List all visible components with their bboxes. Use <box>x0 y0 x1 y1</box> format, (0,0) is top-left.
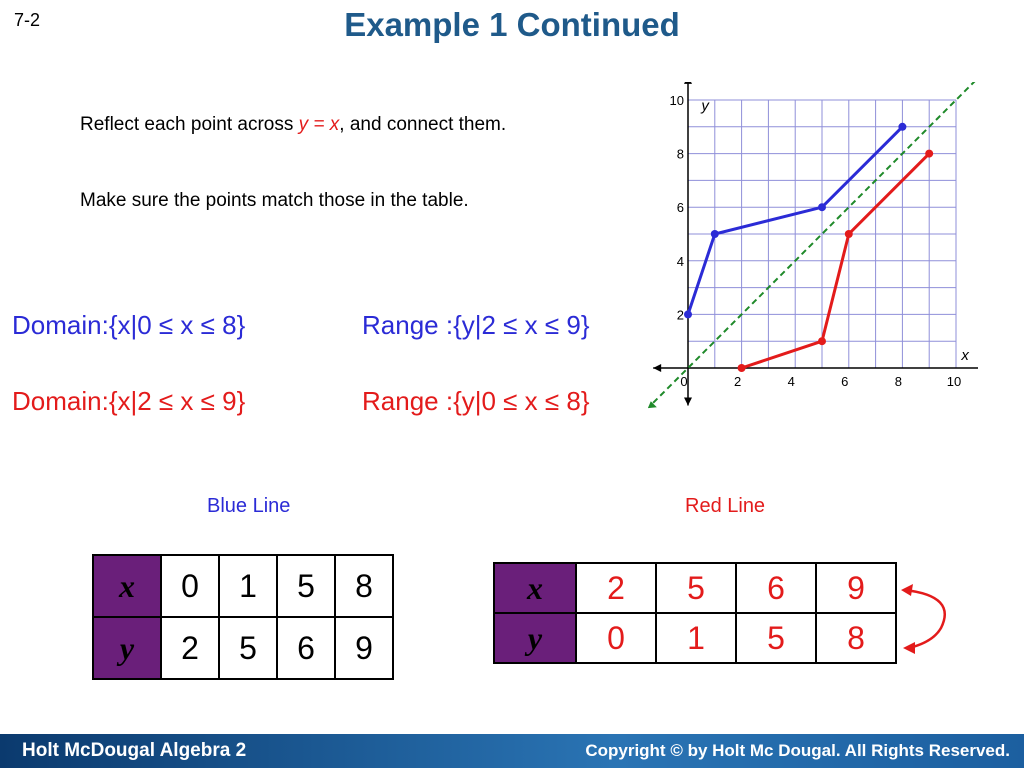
table-cell: 1 <box>656 613 736 663</box>
x-tick-label: 10 <box>946 374 962 389</box>
y-axis-arrow-icon <box>684 82 692 84</box>
lesson-number: 7-2 <box>14 10 41 30</box>
y-tick-label: 4 <box>676 253 684 269</box>
y-tick-label: 2 <box>676 307 684 323</box>
swap-arrows-icon <box>895 576 955 660</box>
instruction-reflect-start: Reflect each point across <box>80 114 299 135</box>
blue-range: Range :{y|2 ≤ x ≤ 9} <box>362 310 590 340</box>
table-cell: 6 <box>736 563 816 613</box>
x-tick-label: 8 <box>894 374 903 389</box>
table-row <box>93 617 393 679</box>
x-tick-label: 2 <box>733 374 742 389</box>
coordinate-graph <box>648 82 978 412</box>
x-axis-arrow-icon <box>653 364 661 372</box>
table-row <box>494 613 896 663</box>
y-tick-label: 6 <box>676 200 684 216</box>
y-tick-label: 10 <box>669 93 684 108</box>
footer-book-title: Holt McDougal Algebra 2 <box>22 740 247 761</box>
table-cell: 1 <box>219 555 277 617</box>
red-point <box>738 364 746 372</box>
x-axis-label: x <box>961 347 969 364</box>
red-table <box>493 562 897 664</box>
y-axis-arrow-icon <box>684 398 692 406</box>
table-cell: 9 <box>816 563 896 613</box>
x-tick-label: 0 <box>680 374 688 389</box>
blue-point <box>818 203 826 211</box>
red-line-caption: Red Line <box>685 495 766 517</box>
blue-domain: Domain:{x|0 ≤ x ≤ 8} <box>12 310 246 340</box>
y-tick-label: 8 <box>676 146 684 162</box>
x-header: x <box>494 563 576 613</box>
y-header: y <box>494 613 576 663</box>
table-cell: 5 <box>736 613 816 663</box>
table-row <box>494 563 896 613</box>
table-cell: 5 <box>656 563 736 613</box>
table-cell: 5 <box>277 555 335 617</box>
x-tick-label: 4 <box>787 374 795 389</box>
table-cell: 2 <box>161 617 219 679</box>
table-cell: 9 <box>335 617 393 679</box>
instruction-reflect <box>80 110 520 140</box>
instruction-match: Make sure the points match those in the table. <box>80 190 469 211</box>
red-point <box>818 337 826 345</box>
x-header: x <box>93 555 161 617</box>
table-cell: 5 <box>219 617 277 679</box>
table-row <box>93 555 393 617</box>
table-cell: 8 <box>335 555 393 617</box>
diagonal-arrow-icon <box>648 401 657 408</box>
footer-bar <box>0 734 1024 768</box>
instruction-equation: y = x <box>298 114 340 135</box>
blue-point <box>684 310 692 318</box>
blue-point <box>898 123 906 131</box>
red-range: Range :{y|0 ≤ x ≤ 8} <box>362 386 590 416</box>
blue-table <box>92 554 394 680</box>
blue-line-caption: Blue Line <box>207 495 291 517</box>
red-point <box>845 230 853 238</box>
slide-title: Example 1 Continued <box>344 6 680 43</box>
footer-copyright: Copyright © by Holt Mc Dougal. All Rights Reserved. <box>585 741 1010 760</box>
table-cell: 8 <box>816 613 896 663</box>
red-point <box>925 150 933 158</box>
blue-point <box>711 230 719 238</box>
table-cell: 2 <box>576 563 656 613</box>
instruction-reflect-end: , and connect them. <box>339 114 507 135</box>
y-header: y <box>93 617 161 679</box>
table-cell: 0 <box>161 555 219 617</box>
table-cell: 6 <box>277 617 335 679</box>
y-axis-label: y <box>701 97 709 115</box>
table-cell: 0 <box>576 613 656 663</box>
red-domain: Domain:{x|2 ≤ x ≤ 9} <box>12 386 246 416</box>
x-tick-label: 6 <box>841 374 849 389</box>
